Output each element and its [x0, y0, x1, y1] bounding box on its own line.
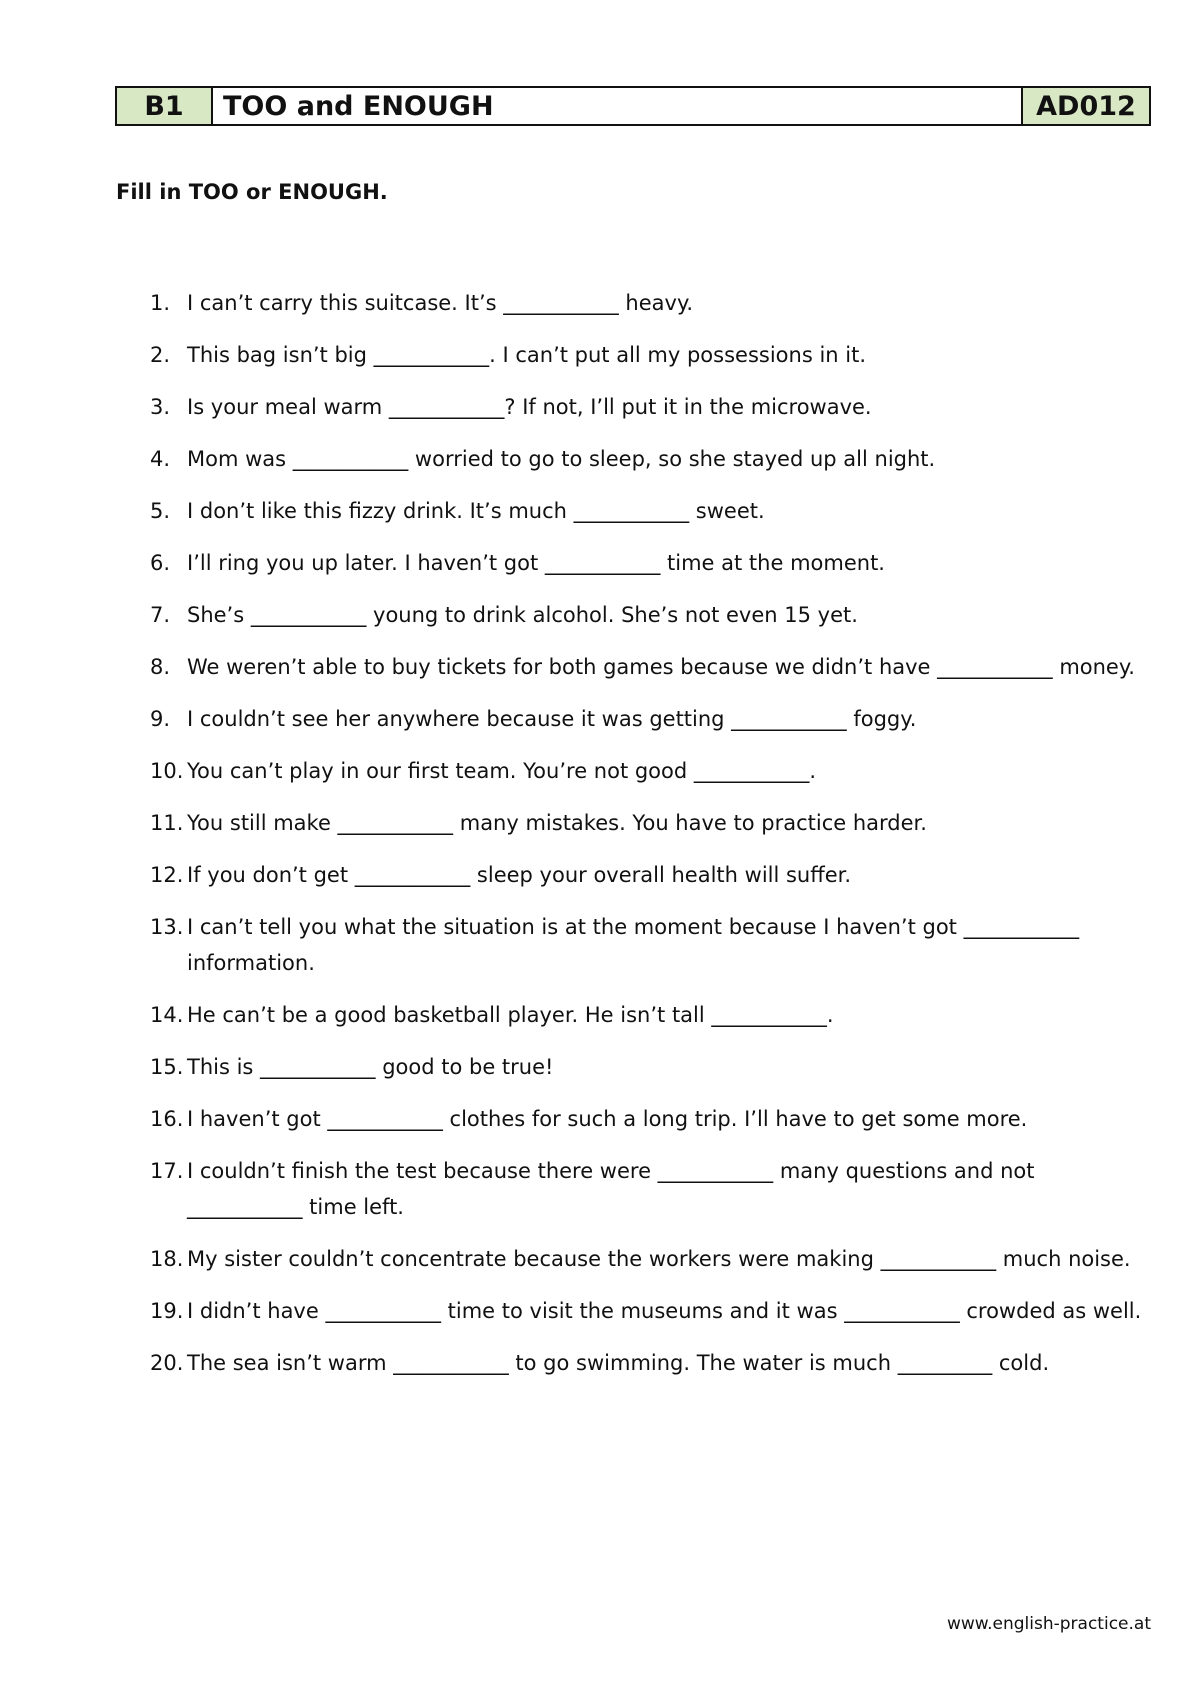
exercise-number: 18.: [150, 1247, 184, 1271]
exercise-item: [150, 1153, 1150, 1225]
exercise-item: [150, 285, 1150, 321]
exercise-sentence: I haven’t got ___________ clothes for such a long trip. I’ll have to get some more.: [187, 1107, 1028, 1131]
exercise-item: [150, 1293, 1150, 1329]
exercise-sentence: I couldn’t finish the test because there were ___________ many questions and not ___________ time left.: [187, 1159, 1035, 1219]
worksheet-header: [115, 86, 1151, 126]
instruction-text: Fill in TOO or ENOUGH.: [116, 180, 388, 204]
exercise-sentence: I’ll ring you up later. I haven’t got ___________ time at the moment.: [187, 551, 885, 575]
exercise-number: 6.: [150, 551, 171, 575]
exercise-number: 1.: [150, 291, 171, 315]
exercise-sentence: Is your meal warm ___________? If not, I’ll put it in the microwave.: [187, 395, 872, 419]
exercise-item: [150, 441, 1150, 477]
exercise-number: 12.: [150, 863, 184, 887]
exercise-item: [150, 493, 1150, 529]
exercise-item: [150, 909, 1150, 981]
exercise-sentence: I didn’t have ___________ time to visit the museums and it was ___________ crowded as well.: [187, 1299, 1142, 1323]
footer-url: www.english-practice.at: [946, 1614, 1151, 1634]
exercise-sentence: We weren’t able to buy tickets for both games because we didn’t have ___________ money.: [187, 655, 1135, 679]
exercise-number: 13.: [150, 915, 184, 939]
exercise-item: [150, 805, 1150, 841]
exercise-number: 17.: [150, 1159, 184, 1183]
exercise-item: [150, 1101, 1150, 1137]
exercise-number: 2.: [150, 343, 171, 367]
exercise-item: [150, 597, 1150, 633]
exercise-number: 16.: [150, 1107, 184, 1131]
exercise-number: 7.: [150, 603, 171, 627]
exercise-sentence: You still make ___________ many mistakes. You have to practice harder.: [187, 811, 927, 835]
exercise-sentence: You can’t play in our first team. You’re not good ___________.: [187, 759, 817, 783]
exercise-sentence: I couldn’t see her anywhere because it was getting ___________ foggy.: [187, 707, 917, 731]
exercise-number: 8.: [150, 655, 171, 679]
exercise-item: [150, 389, 1150, 425]
exercise-item: [150, 649, 1150, 685]
exercise-number: 19.: [150, 1299, 184, 1323]
worksheet-code: AD012: [1023, 88, 1149, 124]
exercise-number: 9.: [150, 707, 171, 731]
exercise-item: [150, 1345, 1150, 1381]
exercise-sentence: This is ___________ good to be true!: [187, 1055, 554, 1079]
exercise-item: [150, 545, 1150, 581]
exercise-sentence: If you don’t get ___________ sleep your overall health will suffer.: [187, 863, 852, 887]
exercise-number: 20.: [150, 1351, 184, 1375]
worksheet-title: TOO and ENOUGH: [213, 88, 1023, 124]
exercise-number: 4.: [150, 447, 171, 471]
exercise-sentence: She’s ___________ young to drink alcohol. She’s not even 15 yet.: [187, 603, 858, 627]
exercise-number: 3.: [150, 395, 171, 419]
exercise-number: 5.: [150, 499, 171, 523]
exercise-sentence: My sister couldn’t concentrate because the workers were making ___________ much noise.: [187, 1247, 1131, 1271]
level-badge: B1: [117, 88, 213, 124]
exercise-sentence: The sea isn’t warm ___________ to go swimming. The water is much _________ cold.: [187, 1351, 1050, 1375]
exercise-sentence: This bag isn’t big ___________. I can’t put all my possessions in it.: [187, 343, 867, 367]
exercise-sentence: I can’t tell you what the situation is at the moment because I haven’t got ___________ information.: [187, 915, 1080, 975]
exercise-number: 10.: [150, 759, 184, 783]
exercise-sentence: I don’t like this fizzy drink. It’s much ___________ sweet.: [187, 499, 765, 523]
exercise-sentence: He can’t be a good basketball player. He isn’t tall ___________.: [187, 1003, 834, 1027]
exercise-sentence: I can’t carry this suitcase. It’s ___________ heavy.: [187, 291, 694, 315]
exercise-number: 11.: [150, 811, 184, 835]
exercise-list: [150, 285, 1150, 1397]
exercise-item: [150, 701, 1150, 737]
exercise-item: [150, 997, 1150, 1033]
exercise-item: [150, 857, 1150, 893]
exercise-item: [150, 1049, 1150, 1085]
exercise-item: [150, 753, 1150, 789]
exercise-sentence: Mom was ___________ worried to go to sleep, so she stayed up all night.: [187, 447, 936, 471]
exercise-number: 14.: [150, 1003, 184, 1027]
exercise-item: [150, 337, 1150, 373]
exercise-number: 15.: [150, 1055, 184, 1079]
exercise-item: [150, 1241, 1150, 1277]
